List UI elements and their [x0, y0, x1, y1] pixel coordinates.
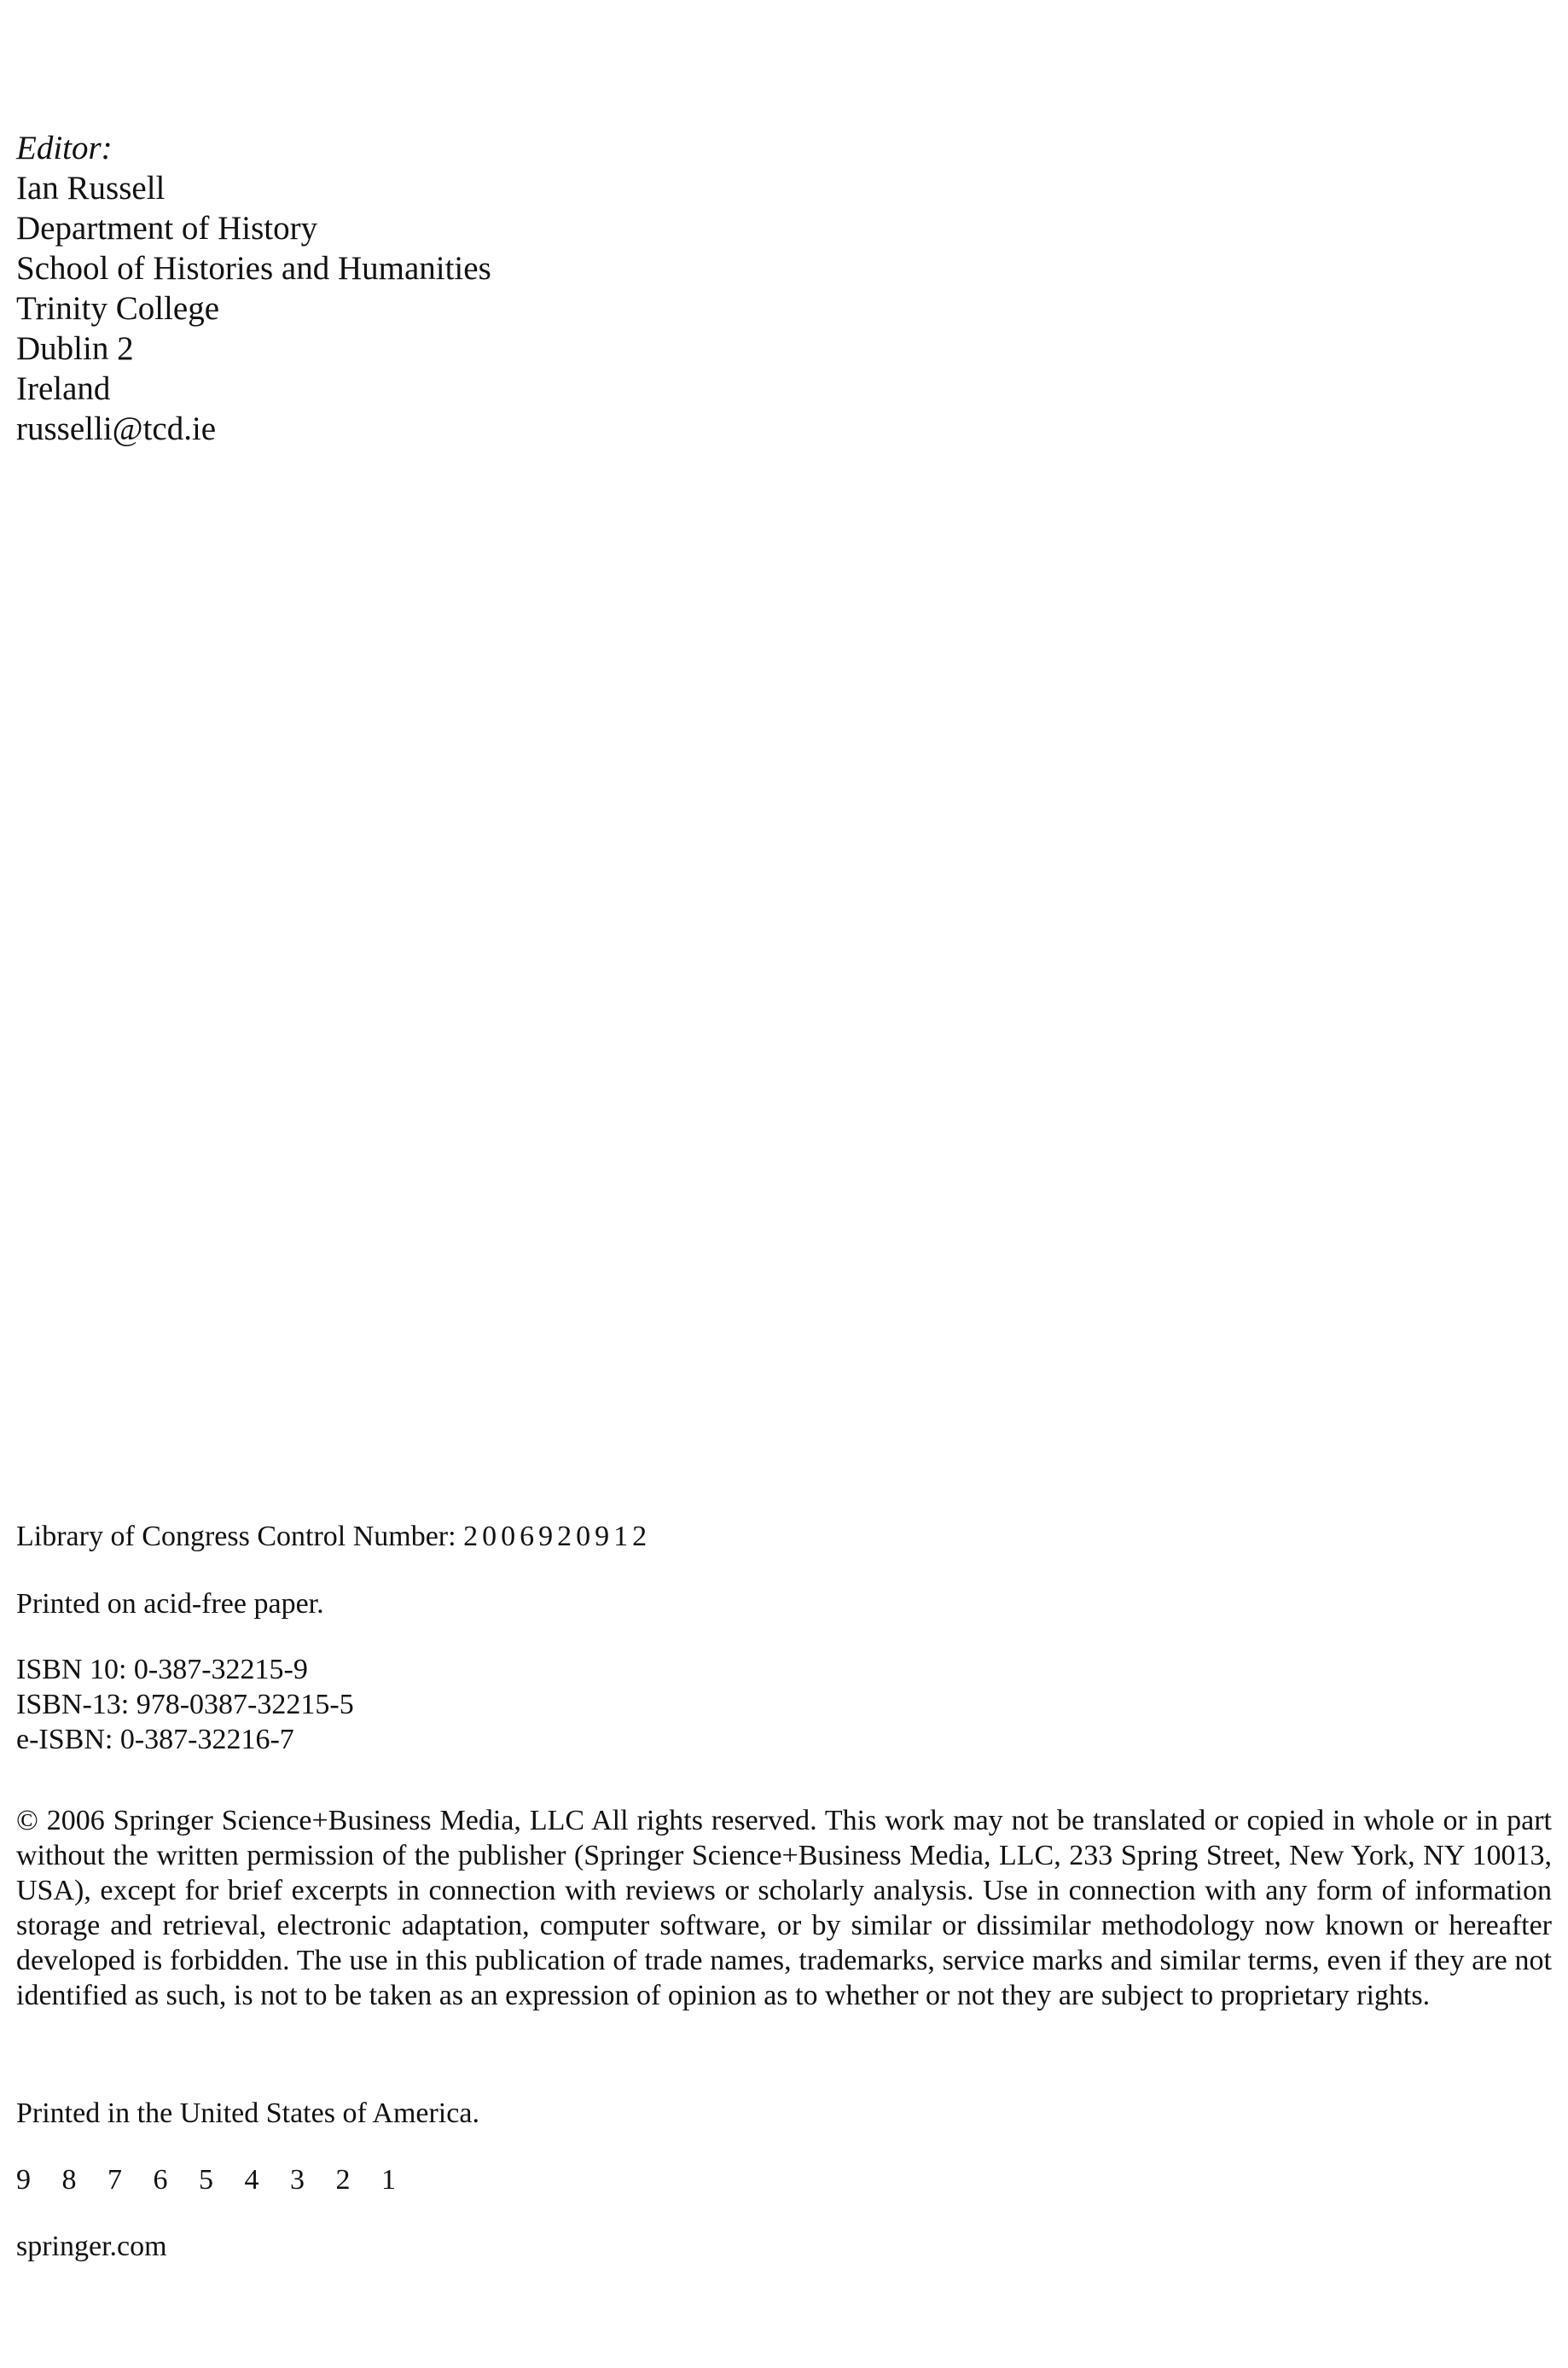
editor-department: Department of History — [16, 210, 318, 247]
editor-college: Trinity College — [16, 290, 219, 327]
printed-in-note: Printed in the United States of America. — [16, 2097, 479, 2129]
lccn-label: Library of Congress Control Number: — [16, 1521, 464, 1552]
publisher-website: springer.com — [16, 2231, 167, 2262]
lccn-number: 2006920912 — [463, 1521, 652, 1552]
lccn-line — [16, 1519, 651, 1554]
paper-note: Printed on acid-free paper. — [16, 1588, 324, 1620]
isbn-13: ISBN-13: 978-0387-32215-5 — [16, 1689, 354, 1720]
editor-email: russelli@tcd.ie — [16, 410, 217, 447]
editor-country: Ireland — [16, 370, 111, 407]
editor-school: School of Histories and Humanities — [16, 250, 491, 287]
e-isbn: e-ISBN: 0-387-32216-7 — [16, 1724, 294, 1755]
editor-city: Dublin 2 — [16, 330, 134, 367]
isbn-10: ISBN 10: 0-387-32215-9 — [16, 1654, 308, 1685]
isbn-list — [16, 1652, 354, 1757]
printing-number-line: 9 8 7 6 5 4 3 2 1 — [16, 2164, 408, 2196]
copyright-notice: © 2006 Springer Science+Business Media, LLC All rights reserved. This work may not be translated or copied in whole or in part without the written permission of the publisher (Springer Science+Business Media, LLC, 233 Spring Street, New York, NY 10013, USA), except for brief excerpts in connection with reviews or scholarly analysis. Use in connection with any form of information storage and retrieval, electronic adaptation, computer software, or by similar or dissimilar methodology now known or hereafter developed is forbidden. The use in this publication of trade names, trademarks, service marks and similar terms, even if they are not identified as such, is not to be taken as an expression of opinion as to whether or not they are subject to proprietary rights. — [16, 1805, 1552, 2011]
editor-address-block — [16, 128, 491, 449]
editor-name: Ian Russell — [16, 170, 166, 207]
editor-role-label: Editor: — [16, 130, 113, 166]
